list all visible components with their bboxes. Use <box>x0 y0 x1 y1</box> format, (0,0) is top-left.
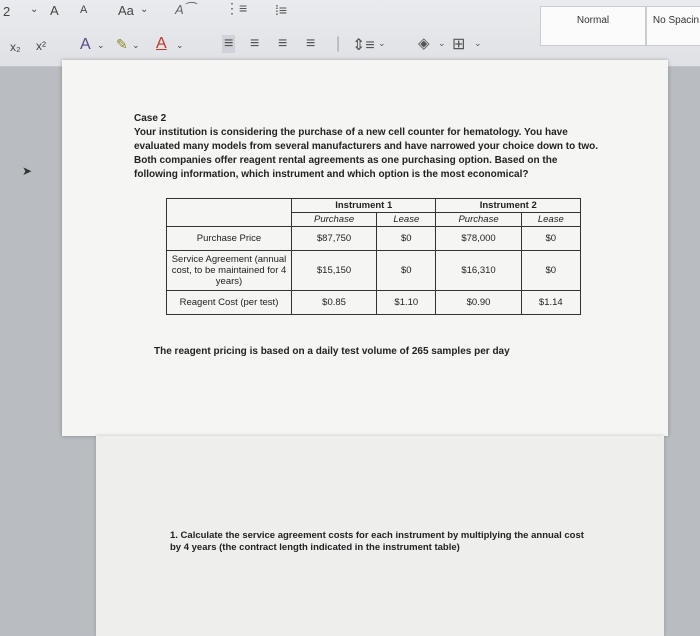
style-no-spacing-label: No Spacin <box>652 15 700 26</box>
cell: $78,000 <box>436 227 521 251</box>
align-right-icon[interactable]: ≡ <box>278 35 288 52</box>
instrument2-header: Instrument 2 <box>436 199 581 213</box>
cell: $16,310 <box>436 251 521 291</box>
table-row <box>167 227 581 251</box>
table-row <box>167 251 581 291</box>
shrink-font-button[interactable]: A <box>80 4 88 16</box>
row-label: Service Agreement (annual cost, to be maintained for 4 years) <box>167 251 292 291</box>
line-spacing-dropdown-icon[interactable]: ⌄ <box>378 38 386 48</box>
table-row <box>167 291 581 315</box>
borders-dropdown-icon[interactable]: ⌄ <box>474 38 482 48</box>
font-size-value[interactable]: 2 <box>3 4 11 19</box>
divider-icon: | <box>336 35 341 52</box>
document-page[interactable] <box>62 60 668 436</box>
cell: $0 <box>377 251 436 291</box>
bullets-icon[interactable]: ⋮≡ <box>225 0 248 16</box>
style-normal-label: Normal <box>576 15 610 26</box>
case-body: Your institution is considering the purchase of a new cell counter for hematology. You have evaluated many models from several manufacturers and have narrowed your choice down to two. Both companies offer reagent rental agreements as one purchasing option. Based on the following information, which instrument and which option is the most economical? <box>134 127 599 180</box>
i1-lease-header: Lease <box>377 213 436 227</box>
i2-lease-header: Lease <box>521 213 580 227</box>
document-page-2[interactable] <box>96 436 664 636</box>
i1-purchase-header: Purchase <box>292 213 377 227</box>
cell: $0.85 <box>292 291 377 315</box>
case-title: Case 2 <box>134 113 167 124</box>
text-effects-button[interactable]: A <box>80 36 91 53</box>
cell: $1.14 <box>521 291 580 315</box>
subscript-button[interactable]: x₂ <box>10 40 21 54</box>
clear-formatting-icon[interactable]: A⁀ <box>175 2 195 17</box>
font-color-dropdown-icon[interactable]: ⌄ <box>176 40 184 50</box>
style-normal[interactable] <box>540 6 646 46</box>
shading-dropdown-icon[interactable]: ⌄ <box>438 38 446 48</box>
cell: $15,150 <box>292 251 377 291</box>
i2-purchase-header: Purchase <box>436 213 521 227</box>
highlight-icon[interactable]: ✎ <box>116 36 128 52</box>
justify-icon[interactable]: ≡ <box>306 35 316 52</box>
highlight-dropdown-icon[interactable]: ⌄ <box>132 40 140 50</box>
cell: $0 <box>377 227 436 251</box>
change-case-dropdown-icon[interactable]: ⌄ <box>140 4 149 15</box>
cell: $0.90 <box>436 291 521 315</box>
mouse-cursor-icon: ➤ <box>22 164 33 178</box>
instrument-table <box>166 198 581 315</box>
grow-font-button[interactable]: A <box>50 3 59 18</box>
align-center-icon[interactable]: ≡ <box>250 35 260 52</box>
cell: $0 <box>521 251 580 291</box>
cell: $1.10 <box>377 291 436 315</box>
font-size-dropdown-icon[interactable]: ⌄ <box>30 4 39 15</box>
text-effects-dropdown-icon[interactable]: ⌄ <box>97 40 105 50</box>
align-left-icon[interactable]: ≡ <box>224 35 234 52</box>
table-corner-cell <box>167 199 292 227</box>
ribbon-toolbar <box>0 0 700 67</box>
borders-icon[interactable]: ⊞ <box>452 36 466 53</box>
superscript-button[interactable]: x² <box>36 39 46 53</box>
shading-icon[interactable]: ◈ <box>418 35 430 52</box>
cell: $87,750 <box>292 227 377 251</box>
font-color-button[interactable]: A <box>156 35 167 52</box>
row-label: Reagent Cost (per test) <box>167 291 292 315</box>
row-label: Purchase Price <box>167 227 292 251</box>
line-spacing-icon[interactable]: ⇕≡ <box>352 37 375 54</box>
cell: $0 <box>521 227 580 251</box>
change-case-button[interactable]: Aa <box>118 3 134 18</box>
reagent-footnote: The reagent pricing is based on a daily test volume of 265 samples per day <box>154 346 510 357</box>
numbering-icon[interactable]: ⁞≡ <box>275 2 288 18</box>
question-1: 1. Calculate the service agreement costs for each instrument by multiplying the annual cost by 4 years (the contract length indicated in the instrument table) <box>170 530 584 553</box>
instrument1-header: Instrument 1 <box>292 199 436 213</box>
style-no-spacing[interactable] <box>646 6 700 46</box>
